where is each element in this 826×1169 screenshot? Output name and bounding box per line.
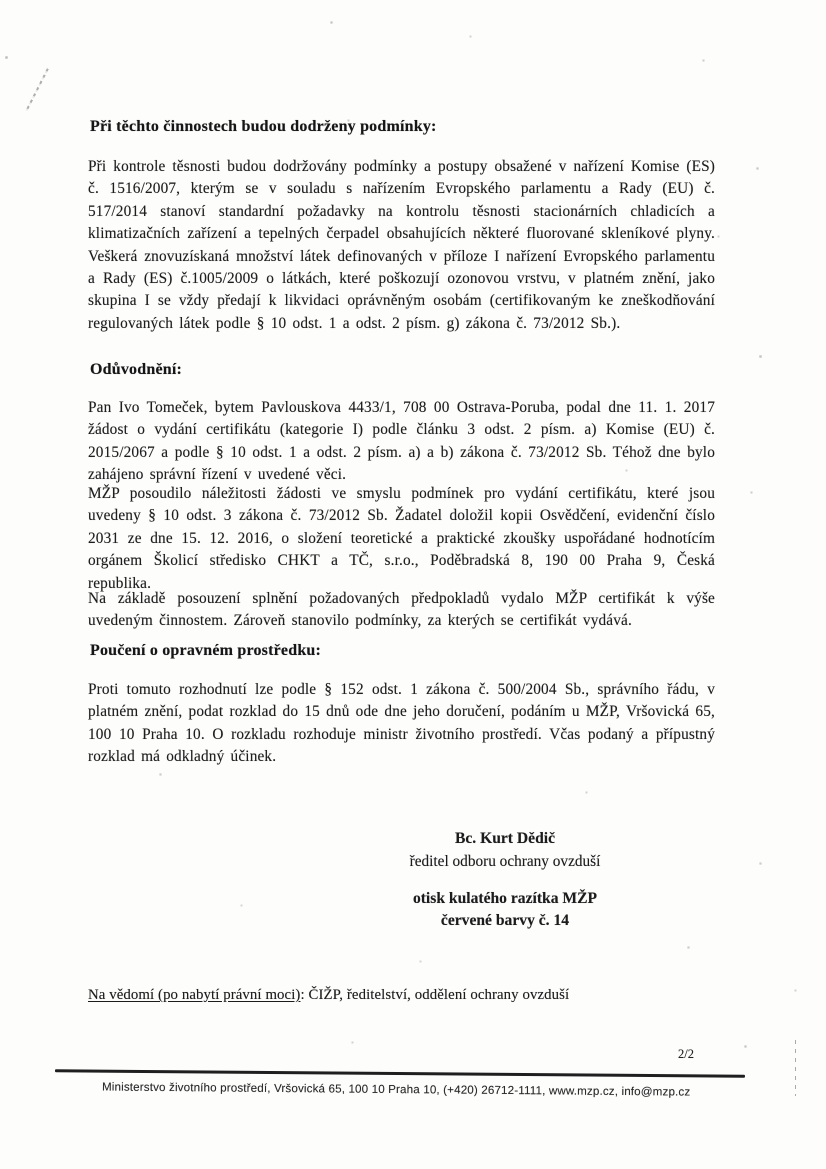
notice-line (88, 987, 728, 1004)
scan-speckles (0, 0, 1, 1)
justification-paragraph-2: MŽP posoudilo náležitosti žádosti ve smyslu podmínek pro vydání certifikátu, které jsou uvedeny § 10 odst. 3 zákona č. 73/2012 Sb. Žadatel doložil kopii Osvědčení, evidenční číslo 2031 ze dne 15. 12. 2016, o složení teoretické a praktické zkoušky uspořádané hodnotícím orgánem Školicí středisko CHKT a TČ, s.r.o., Poděbradská 8, 190 00 Praha 9, Česká republika. (88, 485, 715, 592)
signatory-title: ředitel odboru ochrany ovzduší (409, 853, 601, 870)
stamp-note-block (340, 888, 670, 932)
notice-label: Na vědomí (po nabytí právní moci) (88, 987, 301, 1003)
appeal-paragraph: Proti tomuto rozhodnutí lze podle § 152 odst. 1 zákona č. 500/2004 Sb., správního řádu, v platném znění, podat rozklad do 15 dnů ode dne jeho doručení, podáním u MŽP, Vršovická 65, 100 10 Praha 10. O rozkladu rozhoduje ministr životního prostředí. Včas podaný a přípustný rozklad má odkladný účinek. (88, 681, 715, 766)
stamp-note-line-2: červené barvy č. 14 (440, 912, 570, 929)
stamp-note-line-1: otisk kulatého razítka MŽP (412, 890, 598, 907)
footer-rule (55, 1069, 745, 1077)
appeal-heading: Poučení o opravném prostředku: (90, 642, 322, 659)
justification-paragraph-1: Pan Ivo Tomeček, bytem Pavlouskova 4433/1, 708 00 Ostrava-Poruba, podal dne 11. 1. 2017 žádost o vydání certifikátu (kategorie I) podle článku 3 odst. 2 písm. a) Komise (EU) č. 2015/2067 a podle § 10 odst. 1 a odst. 2 písm. a) a b) zákona č. 73/2012 Sb. Téhož dne bylo zahájeno správní řízení v uvedené věci. (88, 399, 715, 484)
notice-value: : ČIŽP, ředitelství, oddělení ochrany ovzduší (300, 987, 570, 1003)
pen-mark-artifact (25, 68, 49, 112)
signature-block (340, 828, 670, 873)
scan-edge-artifact (795, 1040, 796, 1096)
footer-contact-line: Ministerstvo životního prostředí, Vršovická 65, 100 10 Praha 10, (+420) 26712-1111, www.mzp.cz, info@mzp.cz (101, 1080, 691, 1099)
signatory-name: Bc. Kurt Dědič (454, 830, 556, 847)
justification-paragraph-3: Na základě posouzení splnění požadovaných předpokladů vydalo MŽP certifikát k výše uvedeným činnostem. Zároveň stanovilo podmínky, za kterých se certifikát vydává. (88, 590, 715, 630)
conditions-paragraph: Při kontrole těsnosti budou dodržovány podmínky a postupy obsažené v nařízení Komise (ES) č. 1516/2007, kterým se v souladu s nařízením Evropského parlamentu a Rady (EU) č. 517/2014 stanoví standardní požadavky na kontrolu těsnosti stacionárních chladicích a klimatizačních zařízení a tepelných čerpadel obsahujících některé fluorované skleníkové plyny. Veškerá znovuzískaná množství látek definovaných v příloze I nařízení Evropského parlamentu a Rady (ES) č.1005/2009 o látkách, které poškozují ozonovou vrstvu, v platném znění, jako skupina I se vždy předají k likvidaci oprávněným osobám (certifikovaným ke zneškodňování regulovaných látek podle § 10 odst. 1 a odst. 2 písm. g) zákona č. 73/2012 Sb.). (88, 158, 715, 332)
justification-heading: Odůvodnění: (90, 361, 183, 378)
conditions-heading: Při těchto činnostech budou dodrženy podmínky: (90, 118, 437, 135)
page-number: 2/2 (678, 1047, 694, 1061)
